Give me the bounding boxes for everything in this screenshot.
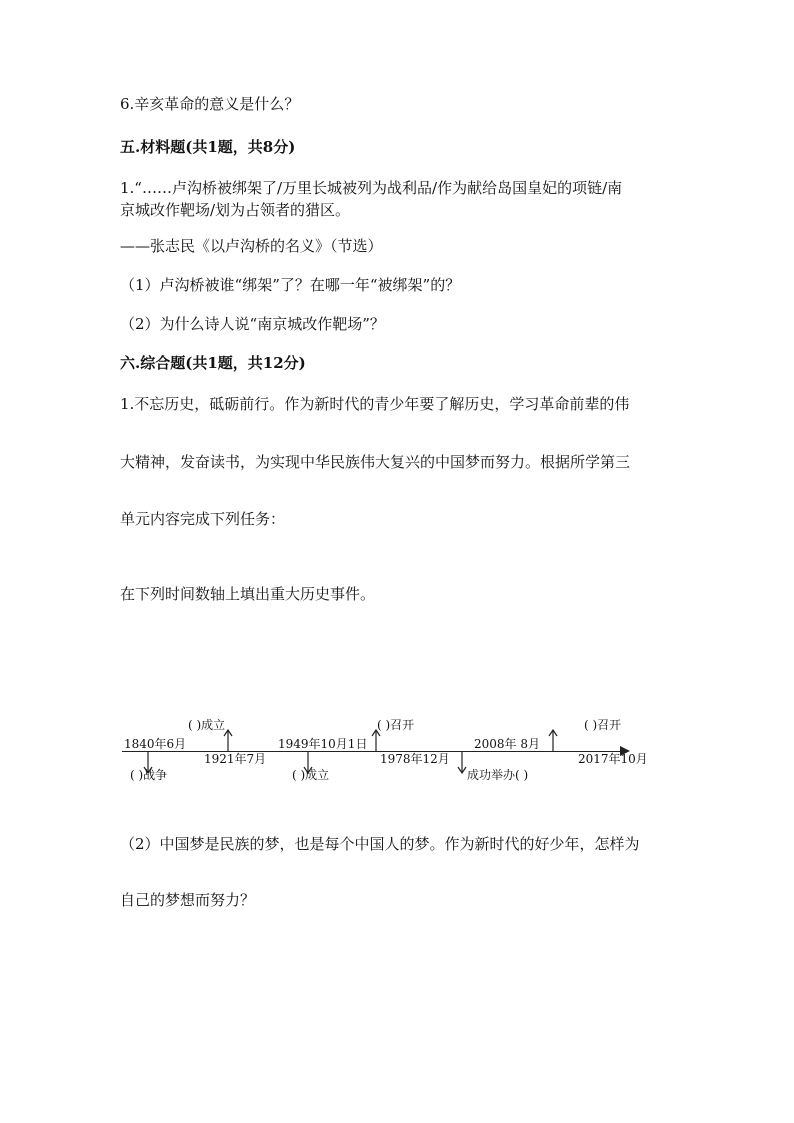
section6-line2: 大精神，发奋读书，为实现中华民族伟大复兴的中国梦而努力。根据所学第三 — [120, 453, 631, 471]
timeline-bottom-1949: ( )成立 — [292, 768, 330, 782]
section6-heading: 六.综合题(共1题，共12分) — [120, 354, 306, 372]
timeline-date-2008: 2008年 8月 — [474, 737, 540, 751]
timeline-date-2017: 2017年10月 — [578, 752, 648, 766]
timeline-bottom-2008: 成功举办( ) — [467, 768, 529, 782]
section5-q1-line2: 京城改作靶场/划为占领者的猎区。 — [120, 201, 351, 219]
timeline-date-1978: 1978年12月 — [380, 752, 450, 766]
timeline-top-1978: ( )召开 — [377, 718, 415, 732]
section6-line1: 1.不忘历史，砥砺前行。作为新时代的青少年要了解历史，学习革命前辈的伟 — [120, 395, 630, 413]
section5-q1-line1: 1.“……卢沟桥被绑架了/万里长城被列为战利品/作为献给岛国皇妃的项链/南 — [120, 179, 623, 197]
section6-line3: 单元内容完成下列任务： — [120, 510, 286, 528]
timeline-top-1921: ( )成立 — [188, 718, 226, 732]
section5-sub2: （2）为什么诗人说“南京城改作靶场”？ — [120, 315, 385, 333]
section6-sub2-line1: （2）中国梦是民族的梦，也是每个中国人的梦。作为新时代的好少年，怎样为 — [120, 835, 640, 853]
arrow-up-icon — [223, 729, 233, 751]
arrow-up-icon — [371, 729, 381, 751]
section6-sub2-line2: 自己的梦想而努力？ — [120, 891, 256, 909]
timeline-axis — [122, 751, 622, 752]
timeline-date-1949: 1949年10月1日 — [278, 737, 368, 751]
timeline-date-1921: 1921年7月 — [204, 752, 267, 766]
q6-text: 6.辛亥革命的意义是什么？ — [120, 95, 300, 113]
timeline-bottom-1840: ( )战争 — [130, 768, 168, 782]
timeline-top-2017: ( )召开 — [584, 718, 622, 732]
timeline-date-1840: 1840年6月 — [124, 737, 187, 751]
section6-task1: 在下列时间数轴上填出重大历史事件。 — [120, 585, 376, 603]
section5-sub1: （1）卢沟桥被谁“绑架”了？在哪一年“被绑架”的？ — [120, 276, 461, 294]
arrow-down-icon — [457, 752, 467, 774]
section5-source: ——张志民《以卢沟桥的名义》（节选） — [120, 237, 383, 255]
arrow-up-icon — [548, 729, 558, 751]
section5-heading: 五.材料题(共1题，共8分) — [120, 138, 296, 156]
